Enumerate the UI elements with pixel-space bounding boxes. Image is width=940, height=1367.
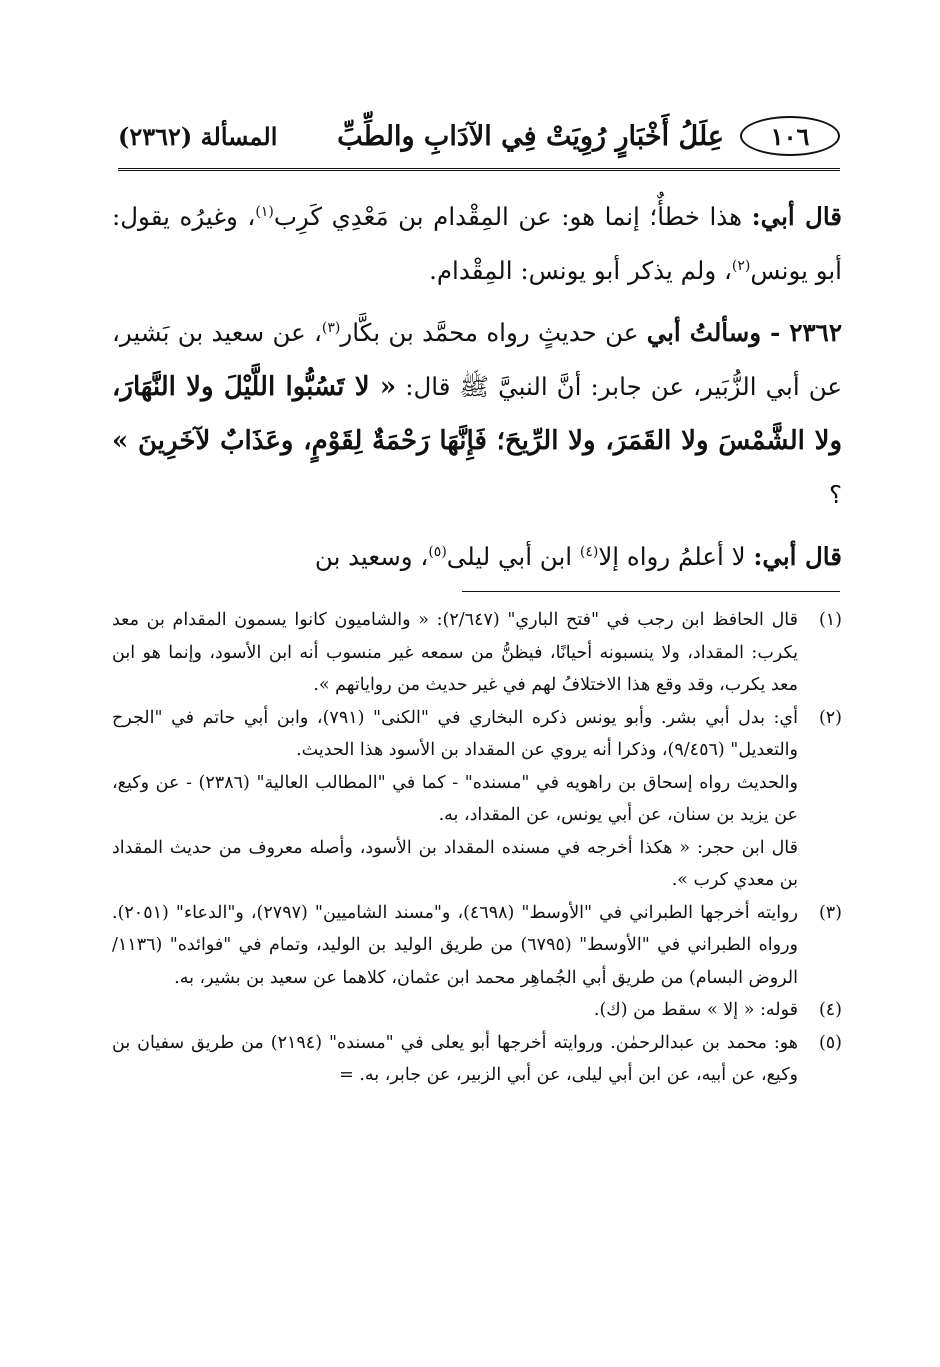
running-title: عِلَلُ أَخْبَارٍ رُوِيَتْ فِي الآدَابِ والطِّبِّ (337, 120, 724, 152)
paragraph-text: ، ولم يذكر أبو يونس: المِقْدام. (429, 256, 732, 285)
footnote-ref-2: (٢) (731, 257, 751, 274)
hadith-text: « لا تَسُبُّوا اللَّيْلَ ولا النَّهَارَ، ولا الشَّمْسَ ولا القَمَرَ، ولا الرِّيحَ؛ فَإِنَّهَا رَحْمَةٌ لِقَوْمٍ، وعَذَابٌ لآخَرِينَ » (112, 372, 842, 456)
page-number: ١٠٦ (740, 116, 840, 156)
footnote-text: روايته أخرجها الطبراني في "الأوسط" (٤٦٩٨)، و"مسند الشاميين" (٢٧٩٧)، و"الدعاء" (٢٠٥١). ورواه الطبراني في "الأوسط" (٦٧٩٥) من طريق الوليد بن الوليد، وتمام في "فوائده" (١١٣٦/الروض البسام) من طريق أبي الجُماهِر محمد ابن عثمان، كلاهما عن سعيد بن بشير، به. (112, 902, 798, 988)
paragraph-text: ، وسعيد بن (314, 542, 429, 571)
footnote-text: قال ابن حجر: « هكذا أخرجه في مسنده المقداد بن الأسود، وأصله معروف من حديث المقداد بن معدي كرب ». (112, 837, 798, 890)
page-header (118, 112, 840, 160)
main-text (112, 190, 842, 592)
paragraph-2 (112, 306, 842, 522)
footnote-ref-4: (٤) (579, 543, 599, 560)
footnote-3 (112, 897, 842, 995)
paragraph-text: عن حديثٍ رواه محمَّد بن بكَّار (340, 318, 647, 347)
paragraph-3 (112, 530, 842, 584)
paragraph-1 (112, 190, 842, 298)
footnote-number: (٢) (818, 707, 842, 728)
paragraph-text: ، عن سعيد بن بَشير، عن أبي الزُّبَير، عن جابر: أنَّ النبيَّ ﷺ قال: (112, 318, 842, 401)
footnote-number: (١) (818, 610, 842, 630)
footnote-separator (462, 591, 840, 592)
footnote-text: أي: بدل أبي بشر. وأبو يونس ذكره البخاري في "الكنى" (٧٩١)، وابن أبي حاتم في "الجرح والتعديل" (٩/٤٥٦)، وذكرا أنه يروي عن المقداد بن الأسود هذا الحديث. (112, 707, 798, 760)
footnote-4 (112, 994, 842, 1027)
footnote-ref-3: (٣) (321, 319, 341, 336)
footnote-2 (112, 702, 842, 897)
footnote-ref-5: (٥) (428, 543, 447, 560)
paragraph-text: لا أعلمُ رواه إلا (598, 542, 754, 571)
footnote-number: (٣) (818, 902, 842, 923)
paragraph-text: هذا خطأٌ؛ إنما هو: عن المِقْدام بن مَعْدِي كَرِب (273, 202, 752, 231)
footnote-text: قوله: « إلا » سقط من (ك). (593, 1000, 798, 1020)
issue-number-label: المسألة (٢٣٦٢) (118, 121, 278, 151)
footnotes (112, 604, 842, 1092)
footnote-5 (112, 1027, 842, 1092)
header-divider (118, 168, 840, 171)
issue-heading: ٢٣٦٢ - وسألتُ أبي (646, 318, 842, 347)
footnote-text: قال الحافظ ابن رجب في "فتح الباري" (٢/٦٤٧): « والشاميون كانوا يسمون المقدام بن معد يكرب: المقداد، ولا ينسبونه أحيانًا، فيظنُّ من سمعه غير منسوب أنه ابن الأسود، وإنما هو ابن معد يكرب، وقد وقع هذا الاختلافُ لهم في غير حديث من رواياتهم ». (112, 610, 798, 695)
speaker-label: قال أبي: (751, 202, 842, 231)
footnote-number: (٤) (818, 1000, 842, 1020)
footnote-ref-1: (١) (255, 203, 274, 220)
paragraph-text: ابن أبي ليلى (446, 542, 580, 571)
footnote-number: (٥) (818, 1032, 842, 1053)
footnote-text: والحديث رواه إسحاق بن راهويه في "مسنده" - كما في "المطالب العالية" (٢٣٨٦) - عن وكيع، عن يزيد بن سنان، عن أبي يونس، عن المقداد، به. (112, 772, 798, 825)
paragraph-text: ؟ (828, 480, 842, 509)
paragraph-text: ، وغيرُه يقول: أبو يونس (112, 202, 842, 285)
footnote-text: هو: محمد بن عبدالرحمٰن. وروايته أخرجها أبو يعلى في "مسنده" (٢١٩٤) من طريق سفيان بن وكيع، عن أبيه، عن ابن أبي ليلى، عن أبي الزبير، عن جابر، به. = (112, 1032, 798, 1085)
footnote-1 (112, 604, 842, 702)
speaker-label: قال أبي: (753, 542, 842, 571)
